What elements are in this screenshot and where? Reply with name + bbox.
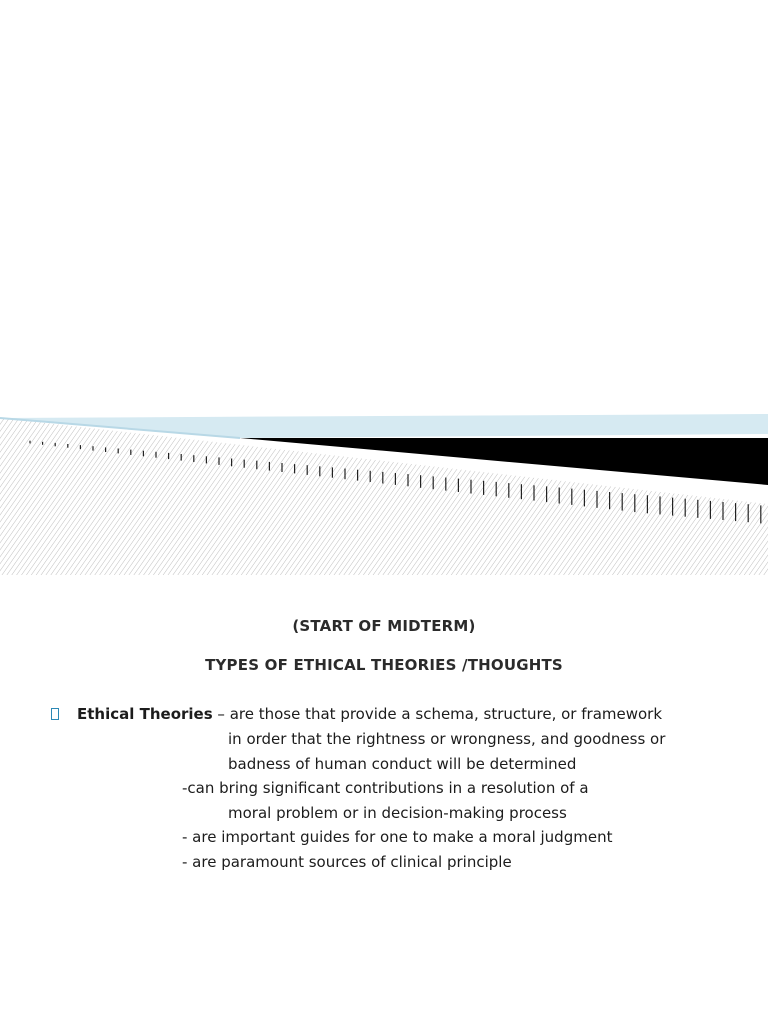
bullet-line-6: - are important guides for one to make a moral judgment xyxy=(182,828,613,846)
bullet-definition: – are those that provide a schema, structure, or framework xyxy=(212,705,663,723)
bullet-line-3: badness of human conduct will be determined xyxy=(228,755,577,773)
bullet-arrow-icon xyxy=(51,708,60,720)
slide-title: TYPES OF ETHICAL THEORIES /THOUGHTS xyxy=(205,656,563,674)
bullet-line-2: in order that the rightness or wrongness, and goodness or xyxy=(228,730,666,748)
bullet-line-4: -can bring significant contributions in a resolution of a xyxy=(182,779,589,797)
bullet-term: Ethical Theories xyxy=(77,705,213,723)
bullet-line-5: moral problem or in decision-making process xyxy=(228,804,567,822)
bullet-first-line xyxy=(77,704,662,724)
slide-subtitle: (START OF MIDTERM) xyxy=(292,617,476,635)
decorative-banner xyxy=(0,410,768,580)
bullet-line-7: - are paramount sources of clinical principle xyxy=(182,853,512,871)
